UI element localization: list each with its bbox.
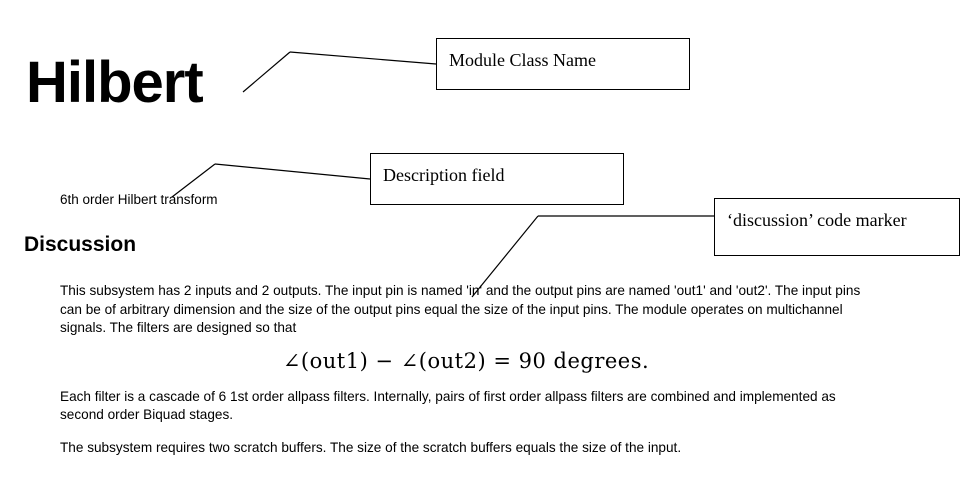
- leader-line-description: [215, 164, 370, 179]
- section-heading-discussion: Discussion: [24, 233, 137, 256]
- module-description: 6th order Hilbert transform: [60, 192, 218, 207]
- callout-module-class-name: Module Class Name: [436, 38, 690, 90]
- leader-line-module-class: [290, 52, 436, 64]
- discussion-paragraph-3: The subsystem requires two scratch buffers. The size of the scratch buffers equals the size of the input.: [60, 439, 682, 455]
- discussion-paragraph-2: Each filter is a cascade of 6 1st order allpass filters. Internally, pairs of first order allpass filters are combined and implemented as second order Biquad stages.: [60, 388, 836, 422]
- callout-discussion-code-marker: ‘discussion’ code marker: [714, 198, 960, 256]
- leader-line-module-class-tail: [243, 52, 290, 92]
- page-title: Hilbert: [26, 50, 203, 115]
- callout-description-field: Description field: [370, 153, 624, 205]
- equation: ∠(out1) − ∠(out2) = 90 degrees.: [282, 348, 650, 373]
- discussion-paragraph-1: This subsystem has 2 inputs and 2 outputs. The input pin is named 'in' and the output pins are named 'out1' and 'out2'. The input pins can be of arbitrary dimension and the size of the output pins equal the size of the input pins. The module operates on multichannel signals. The filters are designed so that: [60, 283, 861, 335]
- discussion-body: [60, 282, 872, 471]
